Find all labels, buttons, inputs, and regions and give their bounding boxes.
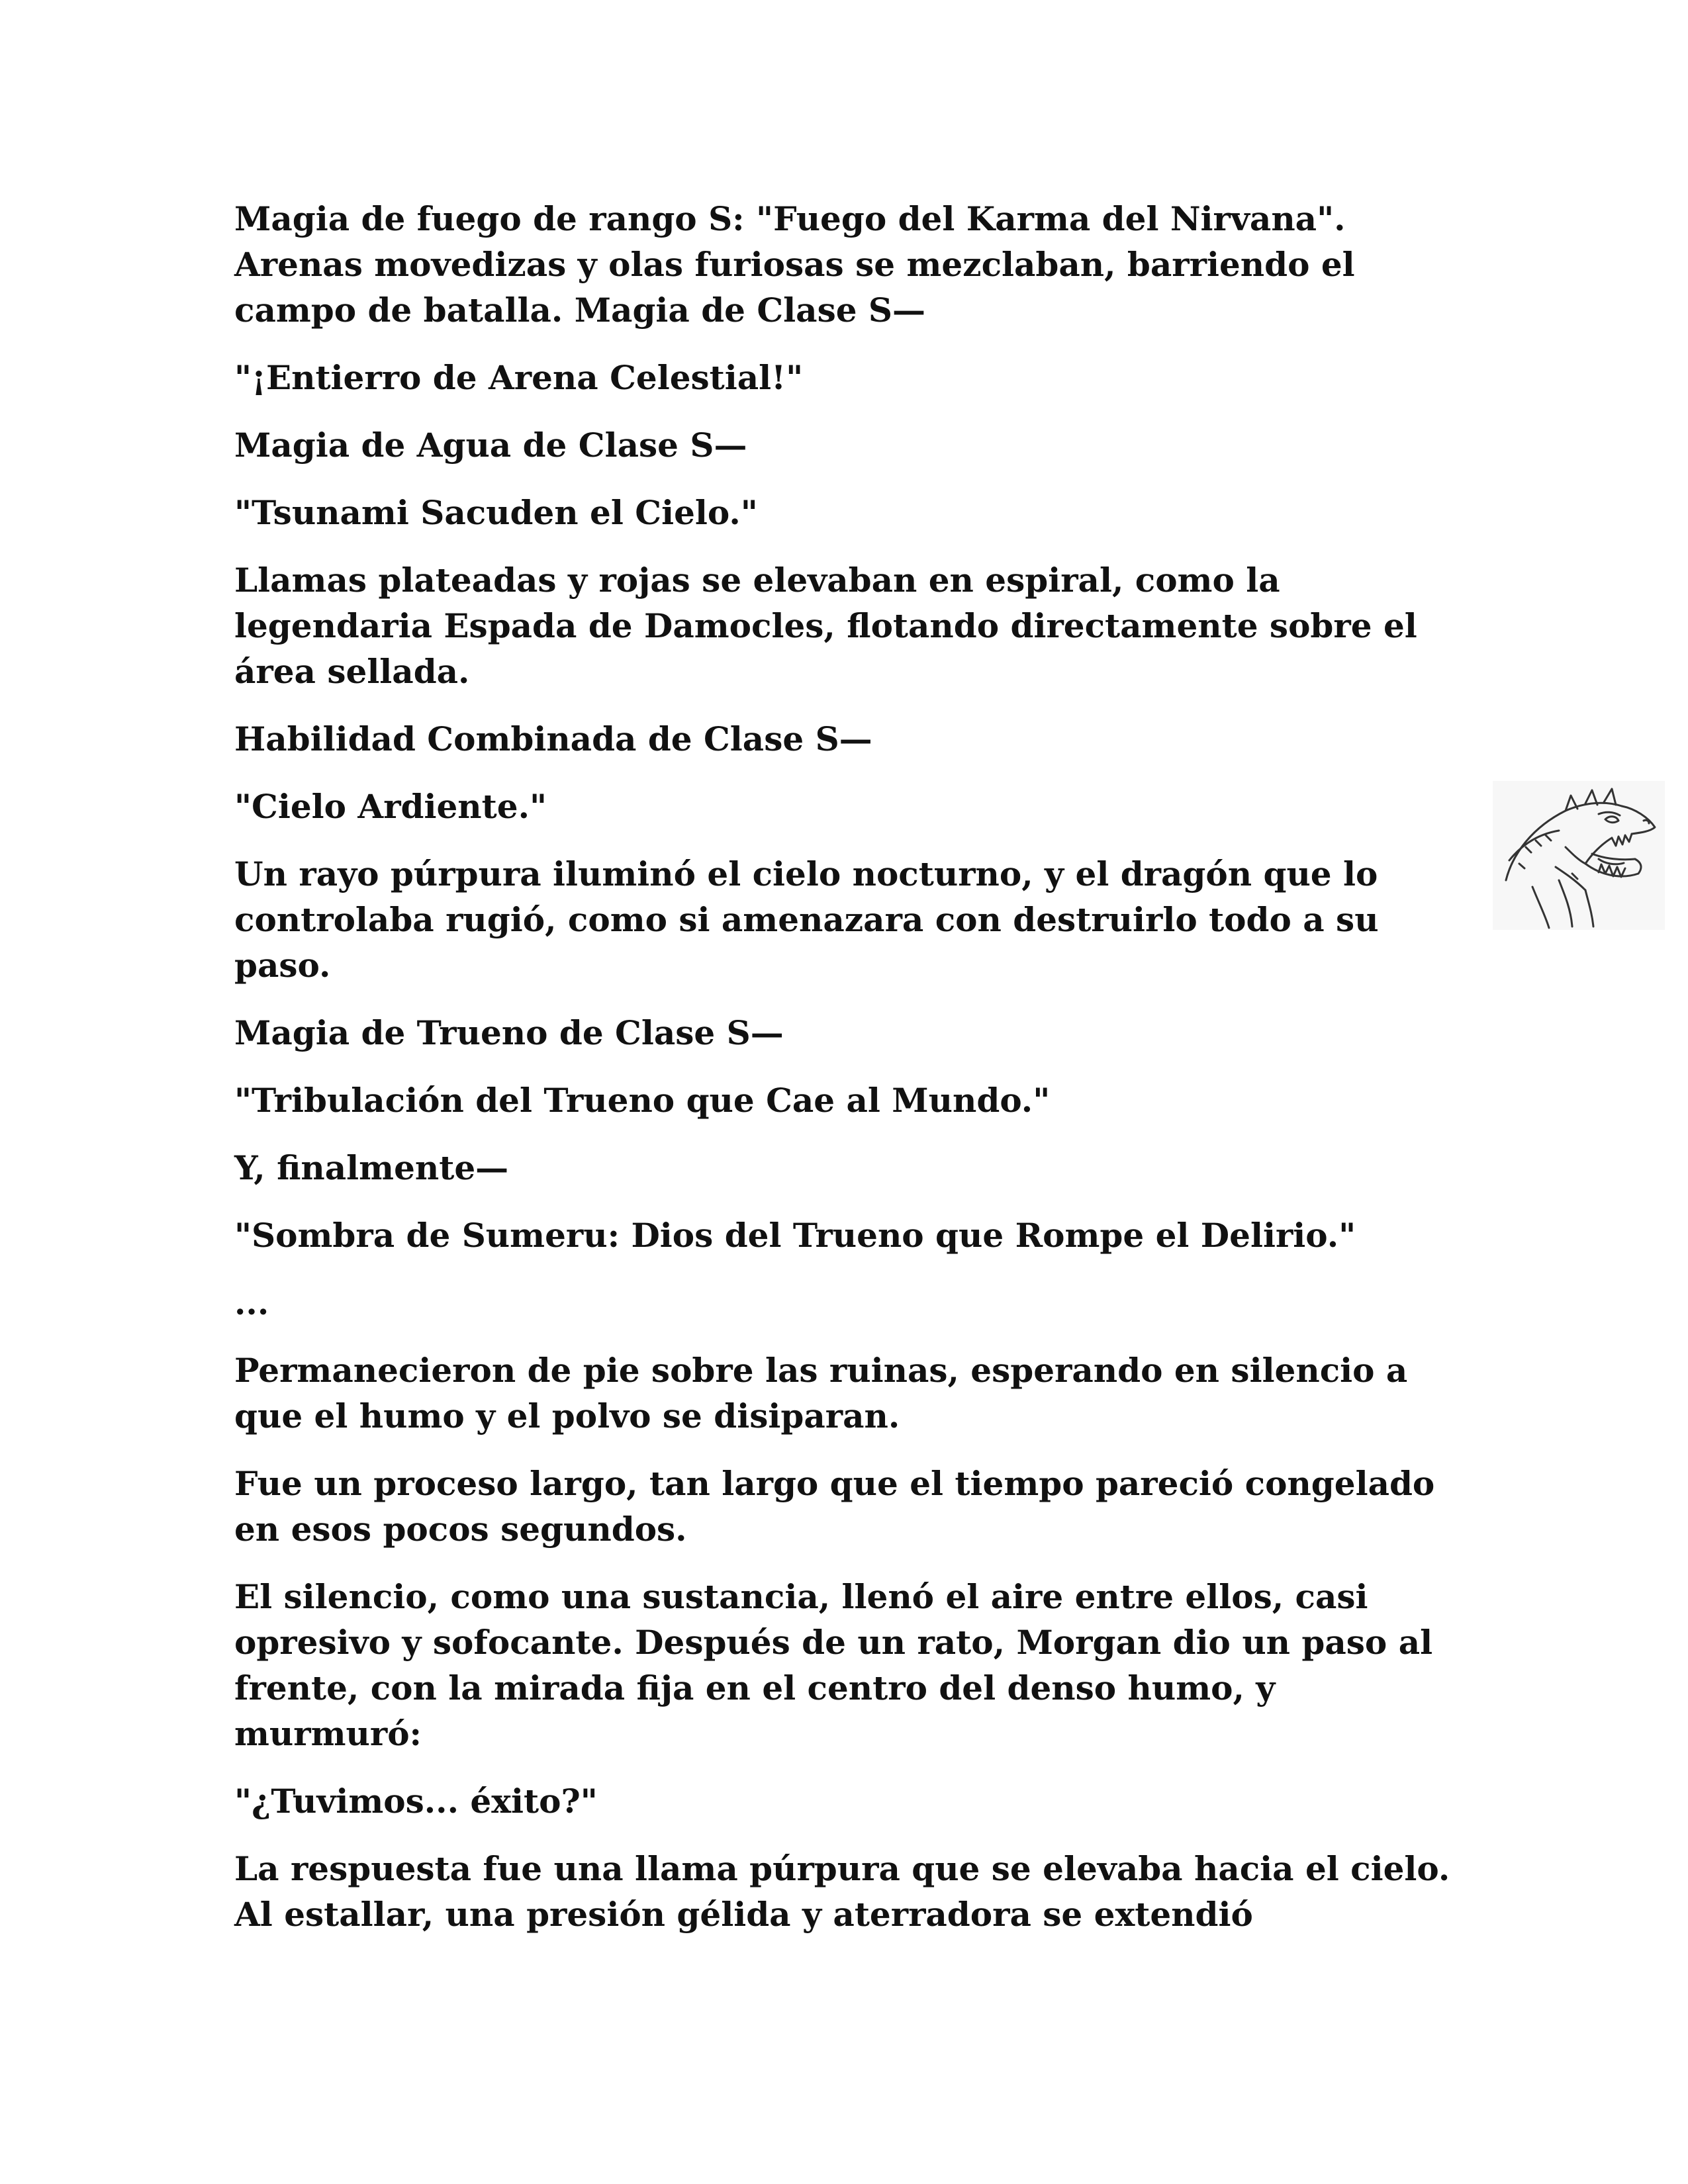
paragraph: Llamas plateadas y rojas se elevaban en espiral, como la legendaria Espada de Damocles, flotando directamente sobre el área sellada. [234, 561, 1417, 691]
paragraph: Magia de Agua de Clase S— [234, 426, 747, 465]
paragraph: ... [234, 1283, 269, 1322]
paragraph: "Tsunami Sacuden el Cielo." [234, 493, 758, 532]
paragraph: Magia de fuego de rango S: "Fuego del Karma del Nirvana". Arenas movedizas y olas furiosas se mezclaban, barriendo el campo de batalla. Magia de Clase S— [234, 199, 1355, 330]
paragraph: La respuesta fue una llama púrpura que se elevaba hacia el cielo. Al estallar, una presión gélida y aterradora se extendió [234, 1849, 1450, 1934]
paragraph: Y, finalmente— [234, 1148, 509, 1187]
paragraph: "Tribulación del Trueno que Cae al Mundo." [234, 1081, 1051, 1120]
dragon-sketch-drawing [1493, 781, 1665, 930]
paragraph: "¡Entierro de Arena Celestial!" [234, 358, 804, 397]
dragon-head-sketch-icon [1493, 781, 1665, 930]
paragraph: Habilidad Combinada de Clase S— [234, 719, 872, 758]
paragraph: "¿Tuvimos... éxito?" [234, 1782, 598, 1821]
paragraph: Magia de Trueno de Clase S— [234, 1013, 784, 1052]
paragraph: Fue un proceso largo, tan largo que el tiempo pareció congelado en esos pocos segundos. [234, 1464, 1435, 1549]
paragraph: "Cielo Ardiente." [234, 787, 547, 826]
body-text [234, 196, 1466, 1959]
paragraph: Un rayo púrpura iluminó el cielo nocturno, y el dragón que lo controlaba rugió, como si amenazara con destruirlo todo a su paso. [234, 854, 1379, 985]
paragraph: Permanecieron de pie sobre las ruinas, esperando en silencio a que el humo y el polvo se disiparan. [234, 1351, 1408, 1435]
paragraph: "Sombra de Sumeru: Dios del Trueno que Rompe el Delirio." [234, 1216, 1356, 1255]
paragraph: El silencio, como una sustancia, llenó el aire entre ellos, casi opresivo y sofocante. Después de un rato, Morgan dio un paso al frente, con la mirada fija en el centro del denso humo, y murmuró: [234, 1577, 1433, 1753]
